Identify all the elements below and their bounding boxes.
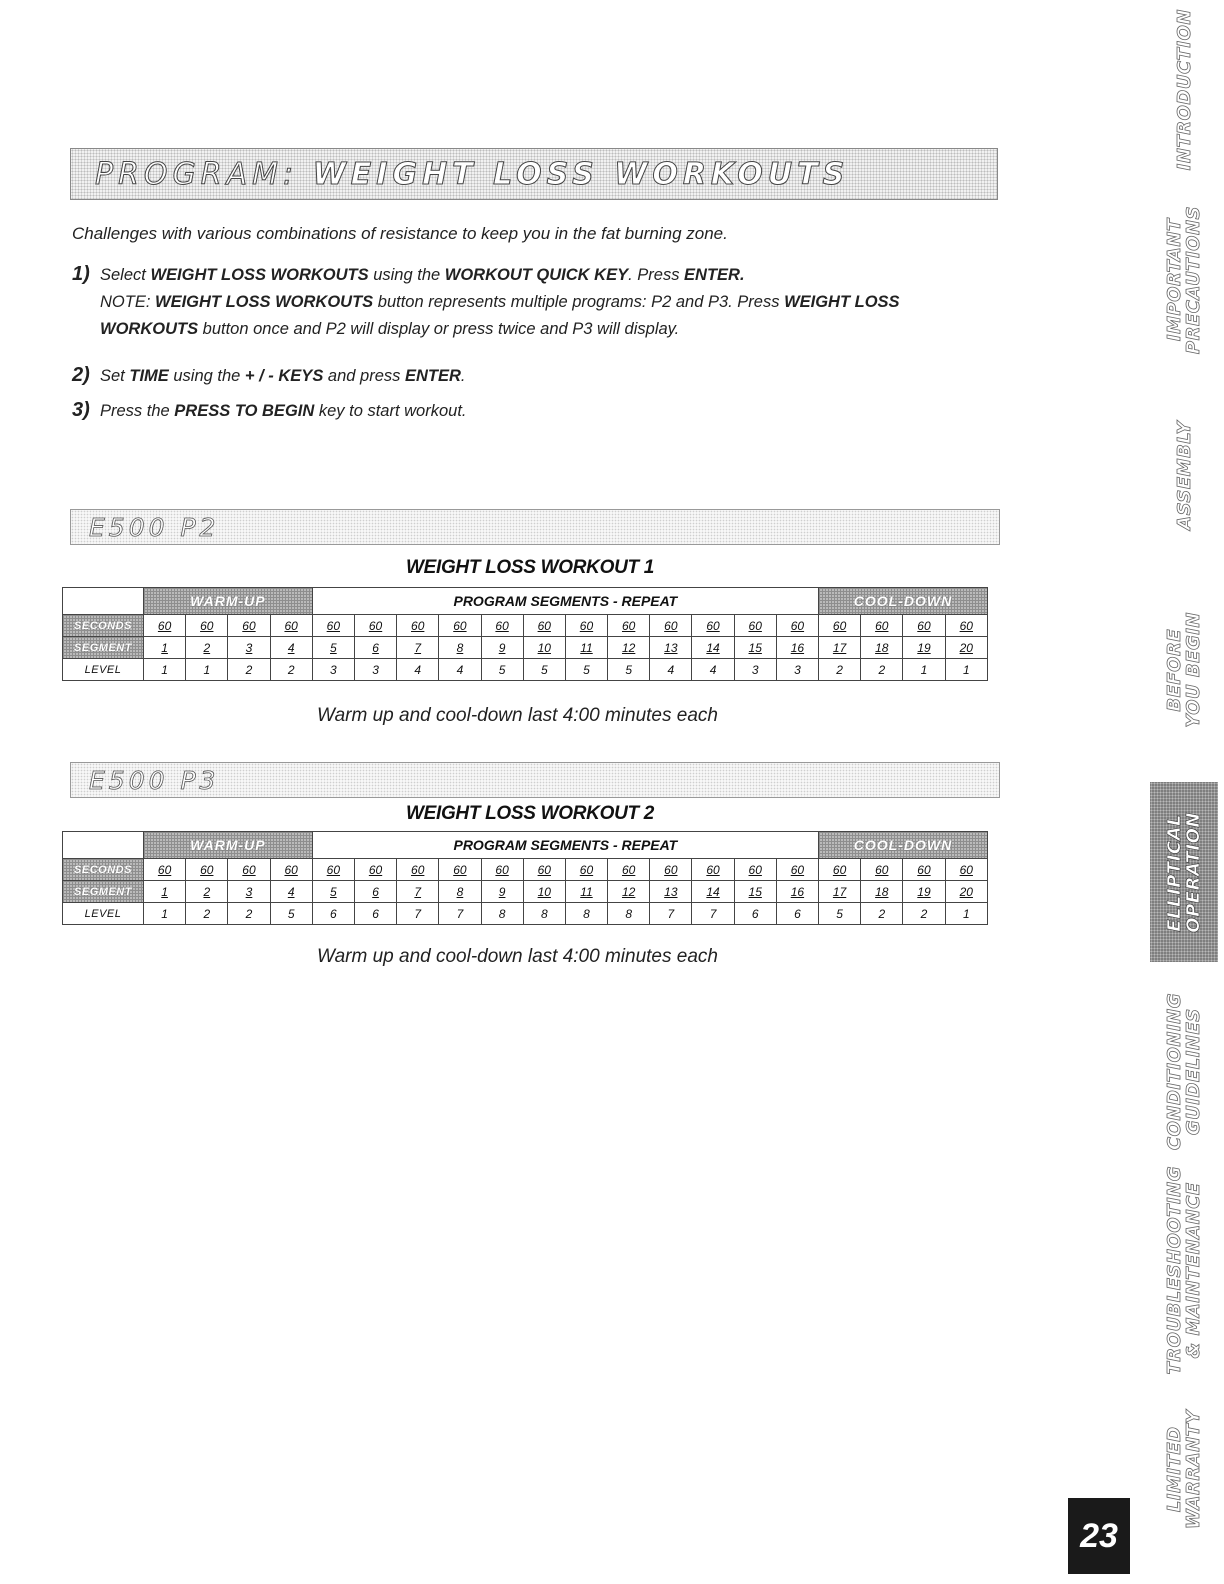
level-row-label: LEVEL <box>63 659 144 681</box>
level-cell: 2 <box>819 659 861 681</box>
program-p3-header <box>70 762 1000 798</box>
side-tab-elliptical-operation[interactable] <box>1150 782 1218 962</box>
seconds-cell: 60 <box>270 615 312 637</box>
step-3-keyword: PRESS TO BEGIN <box>174 402 315 420</box>
segment-cell: 10 <box>523 881 565 903</box>
seconds-cell: 60 <box>692 615 734 637</box>
seconds-cell: 60 <box>523 615 565 637</box>
level-cell: 1 <box>144 659 186 681</box>
segment-cell: 20 <box>945 637 987 659</box>
level-row-label: LEVEL <box>63 903 144 925</box>
seconds-cell: 60 <box>565 859 607 881</box>
level-cell: 7 <box>650 903 692 925</box>
step-2-keyword: TIME <box>129 367 169 385</box>
segment-cell: 19 <box>903 881 945 903</box>
segment-cell: 9 <box>481 637 523 659</box>
level-cell: 5 <box>523 659 565 681</box>
seconds-cell: 60 <box>186 859 228 881</box>
segment-cell: 16 <box>776 881 818 903</box>
seconds-cell: 60 <box>650 615 692 637</box>
seconds-cell: 60 <box>565 615 607 637</box>
seconds-cell: 60 <box>270 859 312 881</box>
level-cell: 7 <box>397 903 439 925</box>
side-tab-line: TROUBLESHOOTING <box>1164 1165 1185 1375</box>
workout-2-caption: Warm up and cool-down last 4:00 minutes each <box>317 946 718 967</box>
side-tab-line: OPERATION <box>1183 811 1204 933</box>
level-cell: 6 <box>776 903 818 925</box>
step-1-text: . Press <box>628 266 685 284</box>
step-2-text: and press <box>323 367 405 385</box>
segment-cell: 11 <box>565 881 607 903</box>
seconds-row <box>63 859 988 881</box>
corner-cell <box>63 588 144 615</box>
segment-cell: 11 <box>565 637 607 659</box>
segment-cell: 3 <box>228 881 270 903</box>
side-tab-important-precautions[interactable] <box>1150 190 1218 370</box>
step-1-text: Select <box>100 266 151 284</box>
segment-cell: 7 <box>397 637 439 659</box>
level-cell: 7 <box>439 903 481 925</box>
step-1-note-keyword: WEIGHT LOSS <box>784 293 900 311</box>
level-cell: 1 <box>945 903 987 925</box>
seconds-cell: 60 <box>397 859 439 881</box>
side-tab-line: & MAINTENANCE <box>1183 1181 1204 1359</box>
level-cell: 5 <box>608 659 650 681</box>
seconds-row <box>63 615 988 637</box>
level-cell: 4 <box>439 659 481 681</box>
side-tab-introduction[interactable] <box>1150 10 1218 170</box>
program-segments-header: PROGRAM SEGMENTS - REPEAT <box>312 832 818 859</box>
seconds-cell: 60 <box>608 615 650 637</box>
seconds-cell: 60 <box>903 859 945 881</box>
seconds-cell: 60 <box>354 859 396 881</box>
level-cell: 3 <box>734 659 776 681</box>
side-tab-line: ELLIPTICAL <box>1164 813 1185 931</box>
side-tab-line: IMPORTANT <box>1164 218 1185 342</box>
seconds-cell: 60 <box>523 859 565 881</box>
seconds-cell: 60 <box>439 859 481 881</box>
side-tab-before-you-begin[interactable] <box>1150 580 1218 760</box>
program-p2-label: E500 P2 <box>89 513 220 542</box>
level-cell: 5 <box>481 659 523 681</box>
segment-row-label: SEGMENT <box>63 637 144 659</box>
segment-cell: 13 <box>650 881 692 903</box>
level-cell: 6 <box>354 903 396 925</box>
step-2-keyword: + / - KEYS <box>244 367 324 385</box>
program-p2-header <box>70 509 1000 545</box>
seconds-cell: 60 <box>354 615 396 637</box>
section-title-prefix: PROGRAM: <box>95 157 313 192</box>
side-tab-line: YOU BEGIN <box>1183 612 1204 728</box>
step-1-keyword: WEIGHT LOSS WORKOUTS <box>150 266 369 284</box>
side-tab-label <box>1175 9 1194 170</box>
segment-cell: 1 <box>144 881 186 903</box>
seconds-cell: 60 <box>481 615 523 637</box>
seconds-cell: 60 <box>692 859 734 881</box>
seconds-cell: 60 <box>650 859 692 881</box>
side-tab-assembly[interactable] <box>1150 390 1218 560</box>
step-2-text: using the <box>168 367 245 385</box>
seconds-cell: 60 <box>945 615 987 637</box>
step-3-text: Press the <box>100 402 175 420</box>
step-1-number: 1) <box>72 263 90 285</box>
step-1-note-text: button represents multiple programs: P2 and P3. Press <box>373 293 785 311</box>
corner-cell <box>63 832 144 859</box>
level-cell: 1 <box>945 659 987 681</box>
level-cell: 2 <box>903 903 945 925</box>
segment-cell: 6 <box>354 637 396 659</box>
step-1 <box>72 262 1032 343</box>
seconds-cell: 60 <box>439 615 481 637</box>
step-2-number: 2) <box>72 364 90 386</box>
segment-cell: 8 <box>439 637 481 659</box>
seconds-cell: 60 <box>903 615 945 637</box>
level-cell: 1 <box>903 659 945 681</box>
step-1-text: using the <box>368 266 445 284</box>
seconds-cell: 60 <box>945 859 987 881</box>
side-tab-label <box>1165 206 1203 354</box>
warmup-header: WARM-UP <box>144 588 313 615</box>
side-tab-label <box>1165 1166 1203 1375</box>
seconds-cell: 60 <box>776 859 818 881</box>
side-tab-label <box>1165 812 1203 933</box>
segment-cell: 4 <box>270 637 312 659</box>
step-2-text: . <box>460 367 466 385</box>
segment-cell: 6 <box>354 881 396 903</box>
segment-row-label: SEGMENT <box>63 881 144 903</box>
step-1-note-text: NOTE: <box>100 293 156 311</box>
segment-cell: 3 <box>228 637 270 659</box>
seconds-cell: 60 <box>144 615 186 637</box>
seconds-cell: 60 <box>228 615 270 637</box>
step-1-note-keyword: WORKOUTS <box>100 320 199 338</box>
seconds-cell: 60 <box>776 615 818 637</box>
side-tab-line: INTRODUCTION <box>1173 9 1195 171</box>
seconds-cell: 60 <box>312 859 354 881</box>
warmup-header: WARM-UP <box>144 832 313 859</box>
side-tab-line: ASSEMBLY <box>1173 420 1195 530</box>
level-cell: 2 <box>861 659 903 681</box>
segment-cell: 2 <box>186 637 228 659</box>
section-title <box>95 157 849 192</box>
level-cell: 5 <box>819 903 861 925</box>
seconds-row-label: SECONDS <box>63 859 144 881</box>
segment-cell: 14 <box>692 881 734 903</box>
level-cell: 8 <box>481 903 523 925</box>
seconds-cell: 60 <box>861 859 903 881</box>
side-tab-conditioning-guidelines[interactable] <box>1150 982 1218 1162</box>
level-cell: 2 <box>270 659 312 681</box>
level-row <box>63 659 988 681</box>
seconds-cell: 60 <box>819 615 861 637</box>
level-cell: 5 <box>565 659 607 681</box>
seconds-cell: 60 <box>312 615 354 637</box>
level-cell: 8 <box>565 903 607 925</box>
segment-cell: 17 <box>819 881 861 903</box>
seconds-cell: 60 <box>228 859 270 881</box>
segment-cell: 7 <box>397 881 439 903</box>
step-1-note-text: button once and P2 will display or press twice and P3 will display. <box>198 320 680 338</box>
segment-cell: 9 <box>481 881 523 903</box>
level-row <box>63 903 988 925</box>
intro-text: Challenges with various combinations of resistance to keep you in the fat burning zone. <box>72 224 728 243</box>
segment-row <box>63 637 988 659</box>
level-cell: 6 <box>312 903 354 925</box>
side-tab-limited-warranty[interactable] <box>1150 1380 1218 1560</box>
side-tab-label <box>1165 1410 1203 1529</box>
workout-2-title: WEIGHT LOSS WORKOUT 2 <box>405 803 655 824</box>
step-1-note-keyword: WEIGHT LOSS WORKOUTS <box>155 293 374 311</box>
section-title-band <box>70 148 998 200</box>
section-title-main: WEIGHT LOSS WORKOUTS <box>312 157 850 192</box>
side-tab-label <box>1175 421 1194 530</box>
segment-cell: 14 <box>692 637 734 659</box>
level-cell: 1 <box>186 659 228 681</box>
side-tab-label <box>1165 612 1203 728</box>
level-cell: 2 <box>228 659 270 681</box>
level-cell: 8 <box>608 903 650 925</box>
level-cell: 3 <box>776 659 818 681</box>
level-cell: 6 <box>734 903 776 925</box>
seconds-cell: 60 <box>734 615 776 637</box>
side-tab-label <box>1165 993 1203 1150</box>
segment-cell: 4 <box>270 881 312 903</box>
program-p3-label: E500 P3 <box>89 766 220 795</box>
workout-1-caption: Warm up and cool-down last 4:00 minutes each <box>317 705 718 726</box>
seconds-cell: 60 <box>186 615 228 637</box>
segment-cell: 20 <box>945 881 987 903</box>
workout-1-table <box>62 587 988 681</box>
step-3 <box>72 399 467 422</box>
level-cell: 2 <box>228 903 270 925</box>
seconds-cell: 60 <box>734 859 776 881</box>
step-2 <box>72 364 465 387</box>
table-header-row <box>63 588 988 615</box>
segment-cell: 17 <box>819 637 861 659</box>
step-1-keyword: WORKOUT QUICK KEY <box>444 266 629 284</box>
segment-cell: 10 <box>523 637 565 659</box>
workout-2-table <box>62 831 988 925</box>
seconds-row-label: SECONDS <box>63 615 144 637</box>
step-3-text: key to start workout. <box>314 402 467 420</box>
seconds-cell: 60 <box>144 859 186 881</box>
side-tab-line: GUIDELINES <box>1183 1008 1204 1136</box>
level-cell: 2 <box>861 903 903 925</box>
segment-cell: 18 <box>861 637 903 659</box>
level-cell: 2 <box>186 903 228 925</box>
seconds-cell: 60 <box>397 615 439 637</box>
segment-cell: 16 <box>776 637 818 659</box>
segment-cell: 15 <box>734 637 776 659</box>
side-tab-line: LIMITED <box>1164 1427 1185 1513</box>
workout-1-title: WEIGHT LOSS WORKOUT 1 <box>405 557 655 578</box>
segment-cell: 5 <box>312 637 354 659</box>
level-cell: 3 <box>312 659 354 681</box>
page-number: 23 <box>1068 1498 1130 1574</box>
level-cell: 7 <box>692 903 734 925</box>
side-tab-line: WARRANTY <box>1183 1410 1204 1530</box>
seconds-cell: 60 <box>861 615 903 637</box>
level-cell: 5 <box>270 903 312 925</box>
side-tab-troubleshooting-maintenance[interactable] <box>1150 1165 1218 1375</box>
side-tab-line: CONDITIONING <box>1164 993 1185 1151</box>
table-header-row <box>63 832 988 859</box>
side-tab-line: BEFORE <box>1164 628 1185 712</box>
level-cell: 4 <box>692 659 734 681</box>
segment-cell: 5 <box>312 881 354 903</box>
step-3-number: 3) <box>72 399 90 421</box>
segment-cell: 19 <box>903 637 945 659</box>
program-segments-header: PROGRAM SEGMENTS - REPEAT <box>312 588 818 615</box>
seconds-cell: 60 <box>819 859 861 881</box>
segment-cell: 12 <box>608 637 650 659</box>
cooldown-header: COOL-DOWN <box>819 832 988 859</box>
step-2-keyword: ENTER <box>404 367 461 385</box>
level-cell: 8 <box>523 903 565 925</box>
segment-cell: 15 <box>734 881 776 903</box>
seconds-cell: 60 <box>608 859 650 881</box>
segment-cell: 8 <box>439 881 481 903</box>
step-2-text: Set <box>100 367 130 385</box>
segment-row <box>63 881 988 903</box>
level-cell: 4 <box>650 659 692 681</box>
segment-cell: 2 <box>186 881 228 903</box>
step-1-keyword: ENTER. <box>684 266 745 284</box>
seconds-cell: 60 <box>481 859 523 881</box>
segment-cell: 12 <box>608 881 650 903</box>
segment-cell: 1 <box>144 637 186 659</box>
cooldown-header: COOL-DOWN <box>819 588 988 615</box>
level-cell: 4 <box>397 659 439 681</box>
level-cell: 1 <box>144 903 186 925</box>
segment-cell: 13 <box>650 637 692 659</box>
side-tab-line: PRECAUTIONS <box>1183 205 1204 355</box>
level-cell: 3 <box>354 659 396 681</box>
segment-cell: 18 <box>861 881 903 903</box>
